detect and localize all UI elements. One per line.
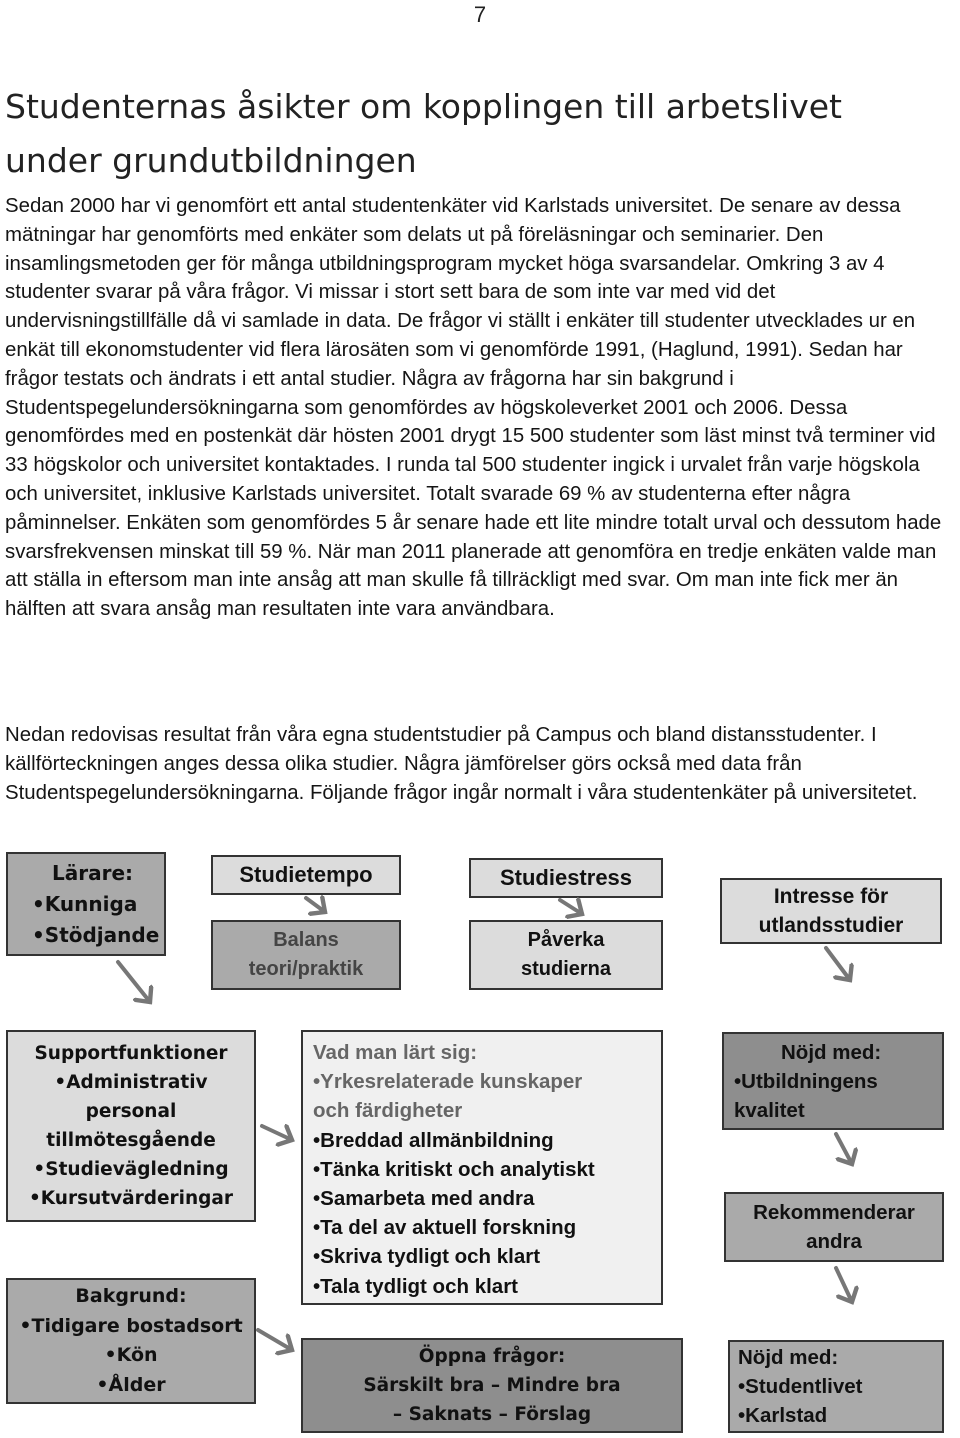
vad-item-5: •Ta del av aktuell forskning [313,1216,577,1240]
paverka-line-2: studierna [520,958,612,980]
vad-item-yrkes: •Yrkesrelaterade kunskaper [313,1070,583,1094]
intresse-line-1: Intresse för [773,885,889,908]
vad-item-4: •Samarbeta med andra [313,1187,535,1211]
vad-title: Vad man lärt sig: [313,1041,478,1064]
vad-item-3: •Tänka kritiskt och analytiskt [313,1157,595,1181]
studietempo-label: Studietempo [239,862,373,887]
nojd-utb-item: •Utbildningens [734,1069,878,1093]
arrow-support [262,1126,292,1140]
intro-paragraph: Sedan 2000 har vi genomfört ett antal studentenkäter vid Karlstads universitet. De senare av dessa mätningar har genomförts med enkäter som delats ut på föreläsningar och seminarier. Den insamlingsmetoden ger för många utbildningsprogram mycket höga svarsandelar. Omkring 3 av 4 studenter svarar på våra frågor. Vi missar i stort sett bara de som inte var med vid det undervisningstillfälle då vi samlade in data. De frågor vi ställt i enkäter till studenter utvecklades ur en enkät till ekonomstudenter vid flera lärosäten som vi genomförde 1991, (Haglund, 1991). Sedan har frågor testats och ändrats i ett antal studier. Några av frågorna har sin bakgrund i Studentspegelundersökningarna som genomfördes av högskoleverket 2001 och 2006. Dessa genomfördes med en postenkät där hösten 2001 drygt 15 500 studenter som läst minst två terminer vid 33 högskolor och universitet kontaktades. I runda tal 500 studenter ingick i urvalet från varje högskola och universitet, inklusive Karlstads universitet. Totalt svarade 69 % av studenterna efter några påminnelser. Enkäten som genomfördes 5 år senare hade ett lite mindre totalt urval och dessutom hade svarsfrekvensen minskat till 59 %. När man 2011 planerade att genomföra en tredje enkäten valde man att ställa in eftersom man inte ansåg att man skulle få tillräckligt med svar. Om man inte fick mer än hälften att svara ansåg man resultaten inte vara användbara. [5,195,942,621]
larare-item-2: •Stödjande [32,922,160,947]
bakgrund-item-1: •Tidigare bostadsort [19,1314,243,1337]
nojd-stud-title: Nöjd med: [738,1346,839,1369]
vad-item-2: •Breddad allmänbildning [313,1128,554,1152]
studiestress-label: Studiestress [499,865,633,890]
vad-item-yrkes-cont: och färdigheter [313,1099,463,1123]
nojd-stud-item-2: •Karlstad [738,1404,828,1427]
rekommenderar-line-1: Rekommenderar [753,1201,915,1224]
support-item-3: •Kursutvärderingar [28,1188,234,1209]
support-title: Supportfunktioner [34,1043,228,1064]
nojd-utb-item-cont: kvalitet [734,1098,805,1122]
larare-item-1: •Kunniga [32,891,138,916]
paverka-line-1: Påverka [527,929,605,951]
intresse-line-2: utlandsstudier [758,914,904,937]
arrow-bakgrund [258,1330,292,1350]
arrow-larare [118,962,150,1002]
arrow-rekommenderar [836,1268,852,1302]
arrow-studietempo [306,898,325,912]
support-item-1-cont: personal [85,1101,177,1122]
oppna-line-3: – Saknats – Förslag [392,1404,592,1425]
bakgrund-title: Bakgrund: [75,1285,187,1307]
heading-line-1: Studenternas åsikter om kopplingen till arbetslivet [5,87,842,126]
balans-line-2: teori/praktik [248,958,364,980]
heading-line-2: under grundutbildningen [5,141,417,180]
nojd-utb-title: Nöjd med: [781,1040,882,1064]
arrow-studiestress [560,900,582,914]
vad-item-7: •Tala tydligt och klart [313,1274,518,1298]
results-paragraph: Nedan redovisas resultat från våra egna studentstudier på Campus och bland distansstudenter. I källförteckningen anges dessa olika studier. Några jämförelser görs också med data från Studentspegelundersökningarna. Följande frågor ingår normalt i våra studentenkäter på universitetet. [5,724,918,804]
balans-line-1: Balans [273,929,339,951]
bakgrund-item-3: •Ålder [96,1373,166,1396]
support-item-2: •Studievägledning [33,1159,229,1180]
bakgrund-item-2: •Kön [104,1344,158,1366]
arrow-nojd-utb [836,1134,852,1164]
oppna-line-2: Särskilt bra – Mindre bra [363,1375,621,1396]
arrow-intresse [826,948,850,980]
nojd-stud-item-1: •Studentlivet [738,1375,863,1398]
vad-item-6: •Skriva tydligt och klart [313,1245,541,1269]
rekommenderar-line-2: andra [806,1230,862,1253]
larare-title: Lärare: [52,860,134,885]
support-item-1: •Administrativ [54,1072,208,1093]
oppna-title: Öppna frågor: [418,1346,566,1367]
support-item-1-cont-2: tillmötesgående [46,1130,216,1151]
page-number: 7 [473,2,487,27]
